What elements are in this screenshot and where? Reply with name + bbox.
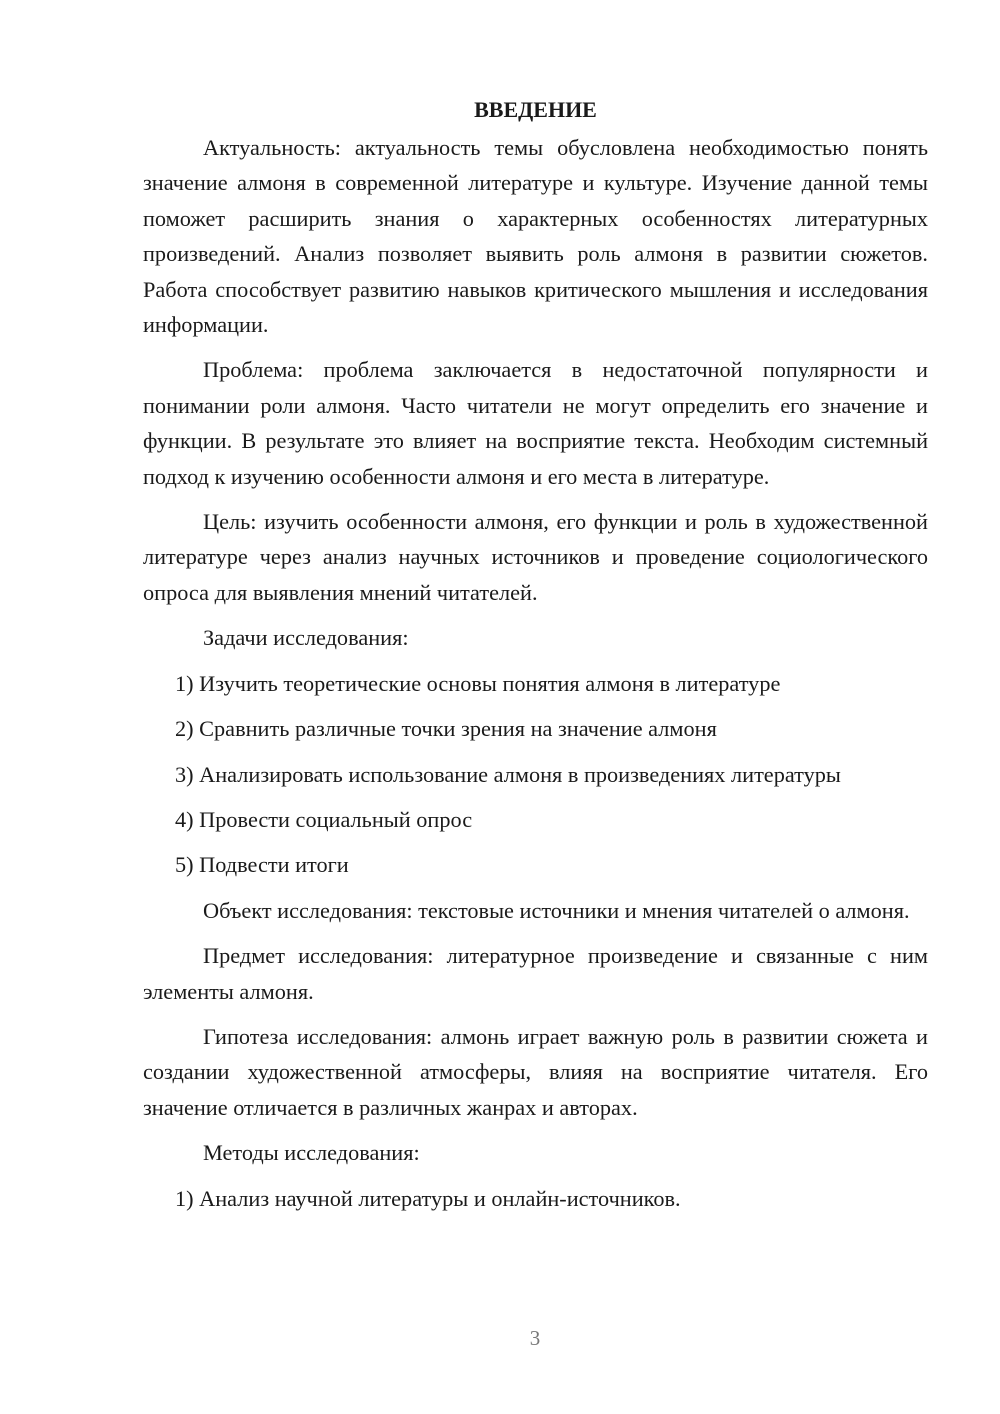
task-item: 2) Сравнить различные точки зрения на значение алмоня <box>175 716 717 742</box>
page-title: ВВЕДЕНИЕ <box>474 97 597 122</box>
object-paragraph: Объект исследования: текстовые источники и мнения читателей о алмоня. <box>203 897 910 923</box>
tasks-heading: Задачи исследования: <box>203 625 409 651</box>
methods-heading: Методы исследования: <box>203 1140 420 1166</box>
task-item: 4) Провести социальный опрос <box>175 806 473 832</box>
hypothesis-paragraph: Гипотеза исследования: алмонь играет важную роль в развитии сюжета и создании художественной атмосферы, влияя на восприятие читателя. Его значение отличается в различных жанрах и авторах. <box>143 1023 928 1120</box>
relevance-paragraph: Актуальность: актуальность темы обусловлена необходимостью понять значение алмоня в современной литературе и культуре. Изучение данной темы поможет расширить знания о характерных особенностях литературных произведений. Анализ позволяет выявить роль алмоня в развитии сюжетов. Работа способствует развитию навыков критического мышления и исследования информации. <box>143 135 928 338</box>
page-content <box>143 92 928 1226</box>
goal-paragraph: Цель: изучить особенности алмоня, его функции и роль в художественной литературе через анализ научных источников и проведение социологического опроса для выявления мнений читателей. <box>143 509 928 605</box>
task-item: 3) Анализировать использование алмоня в произведениях литературы <box>175 761 841 787</box>
problem-paragraph: Проблема: проблема заключается в недостаточной популярности и понимании роли алмоня. Часто читатели не могут определить его значение и функции. В результате это влияет на восприятие текста. Необходим системный подход к изучению особенности алмоня и его места в литературе. <box>143 357 928 489</box>
task-item: 5) Подвести итоги <box>175 852 349 878</box>
task-item: 1) Изучить теоретические основы понятия алмоня в литературе <box>175 670 781 696</box>
method-item: 1) Анализ научной литературы и онлайн-источников. <box>175 1185 681 1211</box>
subject-paragraph: Предмет исследования: литературное произведение и связанные с ним элементы алмоня. <box>143 943 928 1004</box>
page-number: 3 <box>529 1326 541 1350</box>
